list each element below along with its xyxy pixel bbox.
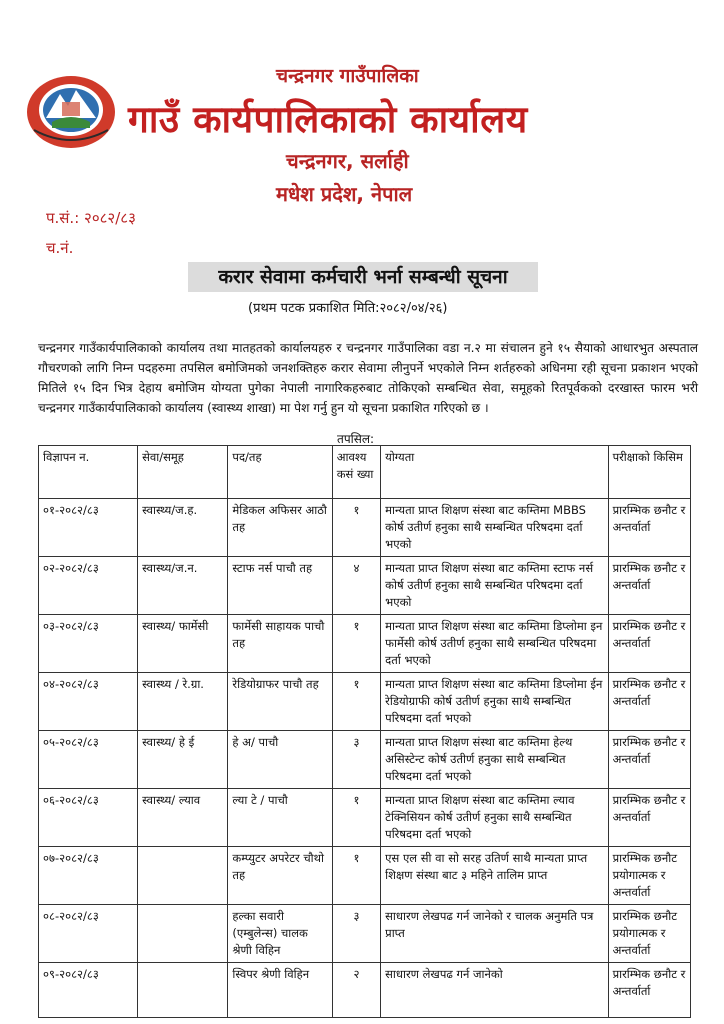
cell-post-level: कम्प्युटर अपरेटर चौथो तह <box>228 847 332 905</box>
cell-ad-number: ०४-२०८२/८३ <box>39 673 138 731</box>
cell-post-level: ल्या टे / पाचौ <box>228 789 332 847</box>
table-header-row <box>39 446 691 499</box>
header-service-group: सेवा/समूह <box>138 446 228 499</box>
header-qualification: योग्यता <box>381 446 608 499</box>
vacancy-table <box>38 445 691 1018</box>
cell-ad-number: ०९-२०८२/८३ <box>39 963 138 1018</box>
cell-qualification: मान्यता प्राप्त शिक्षण संस्था बाट कम्तिमा MBBS कोर्ष उतीर्ण हनुका साथै सम्बन्धित परिषदमा दर्ता भएको <box>381 499 608 557</box>
cell-qualification: साधारण लेखपढ गर्न जानेको <box>381 963 608 1018</box>
header-exam-type: परीक्षाको किसिम <box>608 446 690 499</box>
cell-service-group <box>138 905 228 963</box>
cell-post-level: हल्का सवारी (एम्बुलेन्स) चालक श्रेणी विहिन <box>228 905 332 963</box>
cell-qualification: मान्यता प्राप्त शिक्षण संस्था बाट कम्तिमा ल्याव टेक्निसियन कोर्ष उतीर्ण हनुका साथै सम्बन्धित परिषदमा दर्ता भएको <box>381 789 608 847</box>
notice-body: चन्द्रनगर गाउँकार्यपालिकाको कार्यालय तथा मातहतको कार्यालयहरु र चन्द्रनगर गाउँपालिका वडा न.२ मा संचालन हुने १५ सैयाको आधारभुत अस्पताल गौचरणको लागि निम्न पदहरुमा तपसिल बमोजिमको जनशक्तिहरु करार सेवामा लीनुपर्ने भएकोले निम्न शर्तहरुको अधिनमा रही सूचना प्रकाशन भएको मितिले १५ दिन भित्र देहाय बमोजिम योग्यता पुगेका नेपाली नागारिकहरुबाट तोकिएको सम्बन्धित सेवा, समूहको रितपूर्वकको दरखास्त फारम भरी चन्द्रनगर गाउँकार्यपालिकाको कार्यालय (स्वास्थ्य शाखा) मा पेश गर्नु हुन यो सूचना प्रकाशित गरिएको छ । <box>38 341 698 415</box>
cell-required-count: ४ <box>332 557 380 615</box>
table-row <box>39 499 691 557</box>
dispatch-number: च.नं. <box>46 239 74 257</box>
cell-exam-type: प्रारम्भिक छनौट र अन्तर्वार्ता <box>608 673 690 731</box>
cell-exam-type: प्रारम्भिक छनौट र अन्तर्वार्ता <box>608 499 690 557</box>
municipality-emblem <box>22 72 120 152</box>
cell-required-count: १ <box>332 673 380 731</box>
letter-number: प.सं.: २०८२/८३ <box>46 209 136 227</box>
header-ad-number: विज्ञापन न. <box>39 446 138 499</box>
header-post-level: पद/तह <box>228 446 332 499</box>
cell-exam-type: प्रारम्भिक छनौट र अन्तर्वार्ता <box>608 615 690 673</box>
table-row <box>39 905 691 963</box>
cell-required-count: १ <box>332 615 380 673</box>
cell-required-count: १ <box>332 499 380 557</box>
cell-ad-number: ०३-२०८२/८३ <box>39 615 138 673</box>
cell-ad-number: ०१-२०८२/८३ <box>39 499 138 557</box>
notice-subtitle: (प्रथम पटक प्रकाशित मिति:२०८२/०४/२६) <box>248 301 448 316</box>
address-line-1: चन्द्रनगर, सर्लाही <box>286 149 409 173</box>
cell-service-group: स्वास्थ्य / रे.ग्रा. <box>138 673 228 731</box>
table-row <box>39 673 691 731</box>
table-row <box>39 615 691 673</box>
cell-qualification: साधारण लेखपढ गर्न जानेको र चालक अनुमति पत्र प्राप्त <box>381 905 608 963</box>
table-row <box>39 847 691 905</box>
cell-post-level: हे अ/ पाचौ <box>228 731 332 789</box>
cell-ad-number: ०७-२०८२/८३ <box>39 847 138 905</box>
cell-required-count: ३ <box>332 905 380 963</box>
cell-qualification: मान्यता प्राप्त शिक्षण संस्था बाट कम्तिमा डिप्लोमा इन फार्मेसी कोर्ष उतीर्ण हनुका साथै सम्बन्धित परिषदमा दर्ता भएको <box>381 615 608 673</box>
cell-ad-number: ०६-२०८२/८३ <box>39 789 138 847</box>
cell-required-count: १ <box>332 847 380 905</box>
cell-exam-type: प्रारम्भिक छनौट र अन्तर्वार्ता <box>608 731 690 789</box>
table-row <box>39 789 691 847</box>
cell-service-group: स्वास्थ्य/ ल्याव <box>138 789 228 847</box>
cell-qualification: मान्यता प्राप्त शिक्षण संस्था बाट कम्तिमा स्टाफ नर्स कोर्ष उतीर्ण हनुका साथै सम्बन्धित परिषदमा दर्ता भएको <box>381 557 608 615</box>
cell-service-group: स्वास्थ्य/ज.ह. <box>138 499 228 557</box>
cell-exam-type: प्रारम्भिक छनौट प्रयोगात्मक र अन्तर्वार्ता <box>608 905 690 963</box>
cell-service-group <box>138 847 228 905</box>
cell-qualification: मान्यता प्राप्त शिक्षण संस्था बाट कम्तिमा डिप्लोमा ईन रेडियोग्राफी कोर्ष उतीर्ण हनुका साथै सम्बन्धित परिषदमा दर्ता भएको <box>381 673 608 731</box>
cell-exam-type: प्रारम्भिक छनौट र अन्तर्वार्ता <box>608 963 690 1018</box>
cell-post-level: मेडिकल अफिसर आठौ तह <box>228 499 332 557</box>
cell-qualification: एस एल सी वा सो सरह उतिर्ण साथै मान्यता प्राप्त शिक्षण संस्था बाट ३ महिने तालिम प्राप्त <box>381 847 608 905</box>
table-caption: तपसिल: <box>337 432 375 446</box>
cell-exam-type: प्रारम्भिक छनौट प्रयोगात्मक र अन्तर्वार्ता <box>608 847 690 905</box>
cell-service-group <box>138 963 228 1018</box>
cell-exam-type: प्रारम्भिक छनौट र अन्तर्वार्ता <box>608 557 690 615</box>
cell-service-group: स्वास्थ्य/ फार्मेसी <box>138 615 228 673</box>
cell-exam-type: प्रारम्भिक छनौट र अन्तर्वार्ता <box>608 789 690 847</box>
cell-required-count: २ <box>332 963 380 1018</box>
cell-post-level: स्विपर श्रेणी विहिन <box>228 963 332 1018</box>
cell-required-count: १ <box>332 789 380 847</box>
cell-post-level: स्टाफ नर्स पाचौ तह <box>228 557 332 615</box>
cell-post-level: रेडियोग्राफर पाचौ तह <box>228 673 332 731</box>
notice-title: करार सेवामा कर्मचारी भर्ना सम्बन्धी सूचना <box>188 262 538 292</box>
table-row <box>39 731 691 789</box>
office-title: गाउँ कार्यपालिकाको कार्यालय <box>128 98 528 141</box>
organization-name: चन्द्रनगर गाउँपालिका <box>276 65 419 87</box>
cell-ad-number: ०२-२०८२/८३ <box>39 557 138 615</box>
header-required-count: आवश्य कसं ख्या <box>332 446 380 499</box>
table-row <box>39 963 691 1018</box>
cell-required-count: ३ <box>332 731 380 789</box>
cell-ad-number: ०८-२०८२/८३ <box>39 905 138 963</box>
table-row <box>39 557 691 615</box>
cell-ad-number: ०५-२०८२/८३ <box>39 731 138 789</box>
cell-service-group: स्वास्थ्य/ज.न. <box>138 557 228 615</box>
cell-post-level: फार्मेसी साहायक पाचौ तह <box>228 615 332 673</box>
address-line-2: मधेश प्रदेश, नेपाल <box>276 182 413 206</box>
cell-qualification: मान्यता प्राप्त शिक्षण संस्था बाट कम्तिमा हेल्थ असिस्टेन्ट कोर्ष उतीर्ण हनुका साथै सम्बन्धित परिषदमा दर्ता भएको <box>381 731 608 789</box>
cell-service-group: स्वास्थ्य/ हे ई <box>138 731 228 789</box>
